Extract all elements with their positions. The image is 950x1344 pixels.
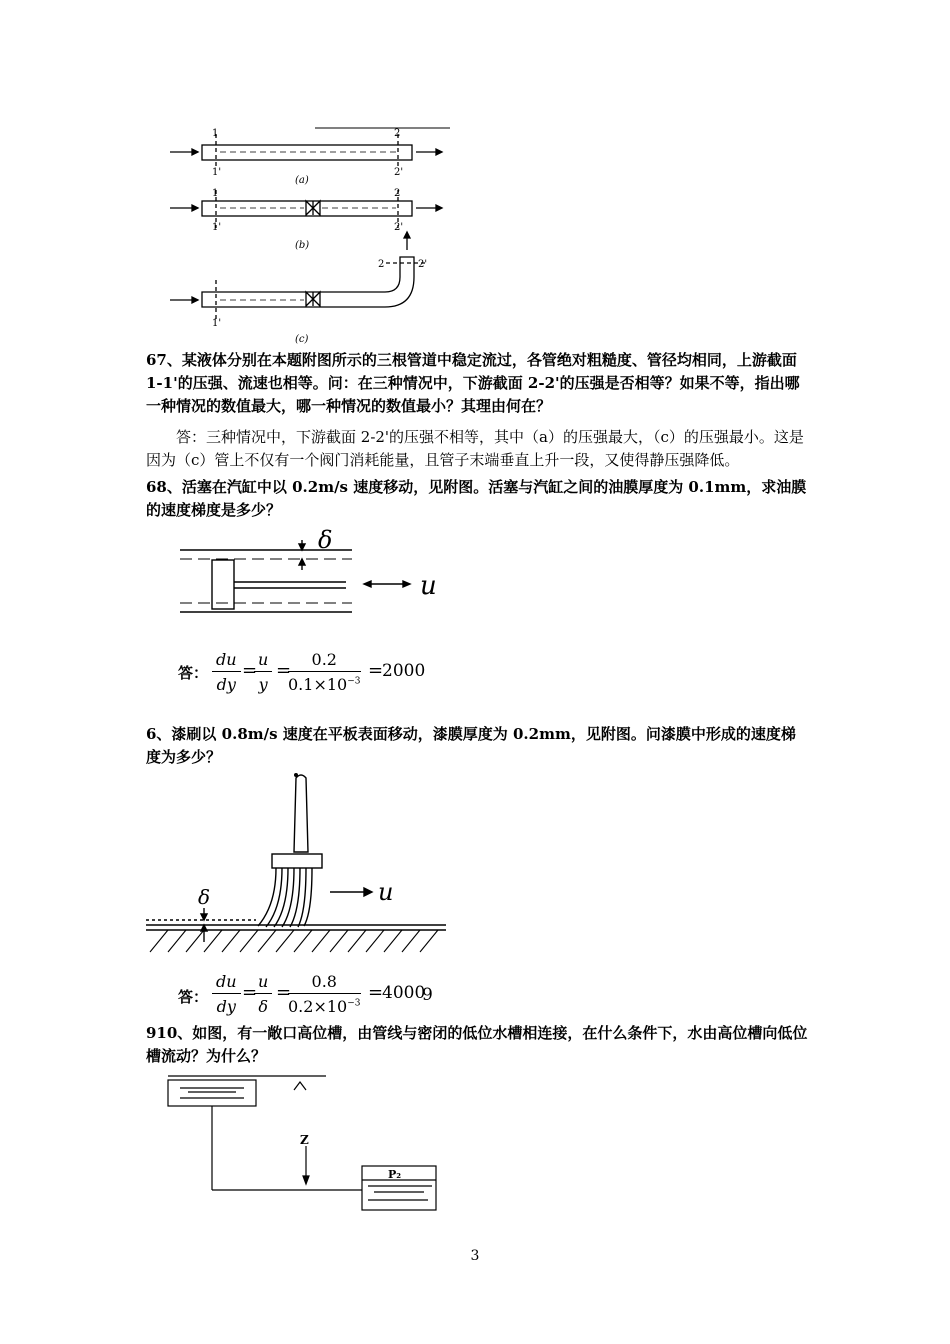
piston-diagram (176, 522, 456, 622)
label-sec2p-c: 2' (418, 259, 428, 270)
equals-sign: = (242, 660, 258, 681)
label-sec2-b: 2 (394, 188, 401, 199)
equals-sign: = (242, 982, 258, 1003)
label-sec2p-a: 2' (394, 167, 404, 178)
frac-den (288, 994, 361, 1016)
equals-sign: = (368, 982, 384, 1003)
label-sec1-b: 1 (212, 188, 219, 199)
label-sec2p-b: 2' (394, 222, 404, 233)
frac-num: u (254, 972, 272, 994)
delta-label: δ (198, 885, 211, 909)
frac-den: dy (216, 997, 236, 1016)
q68-formula (178, 650, 578, 700)
q67-question: 67、某液体分别在本题附图所示的三根管道中稳定流过，各管绝对粗糙度、管径均相同，上游截面 1-1'的压强、流速也相等。问：在三种情况中，下游截面 2-2'的压强是否相等？如果不等，指出哪一种情况的数值最大，哪一种情况的数值最小？其理由何在？ (146, 351, 800, 415)
label-sec1p-a: 1' (212, 167, 222, 178)
equals-sign: = (276, 982, 292, 1003)
trailing-mark: 9 (422, 985, 433, 1005)
velocity-label: u (420, 571, 437, 601)
frac-du-dy (212, 650, 241, 694)
q67-answer (146, 426, 810, 472)
frac-num: du (212, 972, 241, 994)
frac-value (288, 972, 361, 1016)
pipe-diagram (160, 120, 460, 348)
frac-du-dy (212, 972, 241, 1016)
label-sec1-a: 1 (212, 128, 219, 139)
frac-num: 0.2 (288, 650, 361, 672)
velocity-label: u (378, 878, 394, 906)
frac-value (288, 650, 361, 694)
q910-question: 910、如图，有一敞口高位槽，由管线与密闭的低位水槽相连接，在什么条件下，水由高位槽向低位槽流动？为什么？ (146, 1024, 808, 1065)
frac-den: dy (216, 675, 236, 694)
label-sec1p-c: 1' (212, 318, 222, 329)
result-value: 4000 (382, 983, 426, 1003)
frac-u-delta (254, 972, 272, 1016)
label-sec2-c: 2 (378, 259, 385, 270)
frac-den (288, 672, 361, 694)
den-exp: −3 (347, 676, 361, 687)
q6-question: 6、漆刷以 0.8m/s 速度在平板表面移动，漆膜厚度为 0.2mm，见附图。问漆膜中形成的速度梯度为多少？ (146, 725, 796, 766)
brush-diagram (146, 770, 451, 960)
height-z-label: Z (300, 1133, 309, 1147)
caption-c: (c) (295, 334, 309, 345)
frac-num: 0.8 (288, 972, 361, 994)
frac-num: du (212, 650, 241, 672)
frac-den: y (258, 675, 268, 694)
frac-num: u (254, 650, 272, 672)
den-base: 0.2×10 (288, 997, 348, 1016)
q6-formula (178, 972, 578, 1022)
q67-answer-text: 答：三种情况中，下游截面 2-2'的压强不相等，其中（a）的压强最大，（c）的压强最小。这是因为（c）管上不仅有一个阀门消耗能量，且管子末端垂直上升一段，又使得静压强降低。 (146, 428, 804, 469)
equals-sign: = (368, 660, 384, 681)
equals-sign: = (276, 660, 292, 681)
answer-label: 答： (178, 988, 209, 1006)
tank-diagram (160, 1074, 450, 1214)
delta-label: δ (318, 526, 333, 554)
pressure-p2-label: P₂ (388, 1168, 402, 1181)
caption-a: (a) (295, 175, 309, 186)
den-exp: −3 (347, 998, 361, 1009)
result-value: 2000 (382, 661, 426, 681)
page-number: 3 (470, 1248, 480, 1264)
label-sec1p-b: 1' (212, 222, 222, 233)
den-base: 0.1×10 (288, 675, 348, 694)
frac-den: δ (258, 997, 268, 1016)
label-sec2-a: 2 (394, 128, 401, 139)
answer-label: 答： (178, 664, 209, 682)
q68-question: 68、活塞在汽缸中以 0.2m/s 速度移动，见附图。活塞与汽缸之间的油膜厚度为 0.1mm，求油膜的速度梯度是多少？ (146, 478, 807, 519)
caption-b: (b) (295, 240, 310, 251)
frac-u-y (254, 650, 272, 694)
